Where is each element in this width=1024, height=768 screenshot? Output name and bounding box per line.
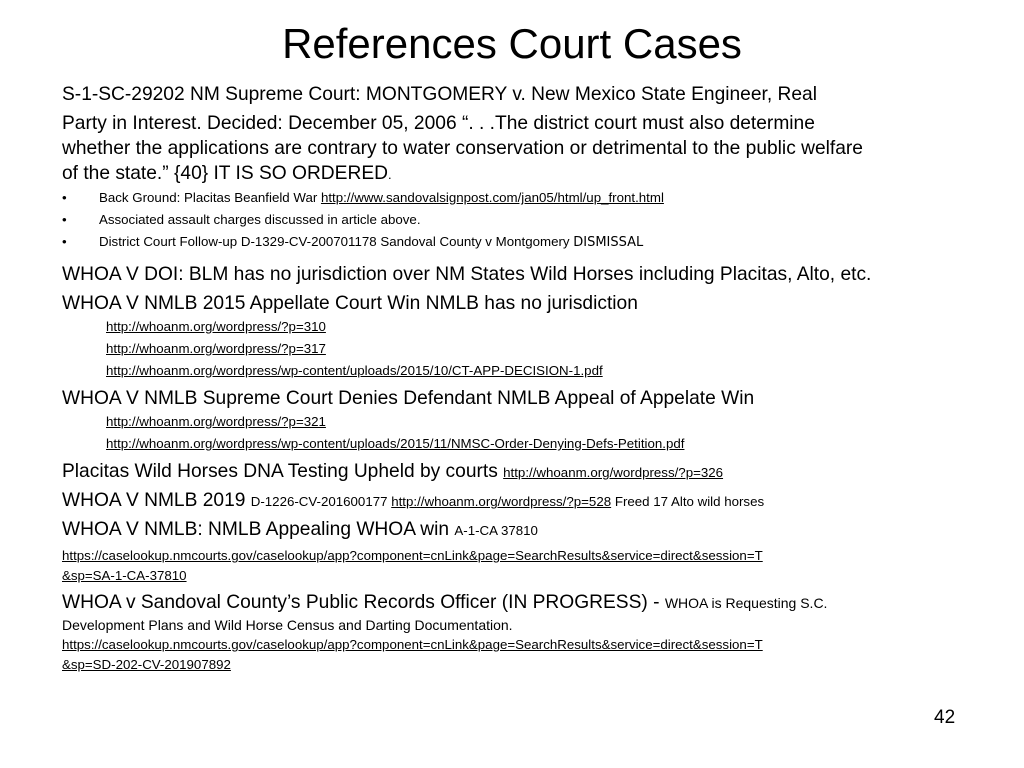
dismissal-text: DISMISSAL xyxy=(573,235,644,250)
bullet-background-text: Back Ground: Placitas Beanfield War xyxy=(99,190,321,205)
dna-line xyxy=(62,459,972,484)
nmlb-2015-link-1[interactable]: http://whoanm.org/wordpress/?p=310 xyxy=(106,319,326,334)
bullet-district-court-text: District Court Follow-up D-1329-CV-200701178 Sandoval County v Montgomery xyxy=(99,234,574,249)
nmlb-supreme-link-2-row xyxy=(62,433,972,455)
nmlb-2015-link-1-row xyxy=(62,316,972,338)
dna-link[interactable]: http://whoanm.org/wordpress/?p=326 xyxy=(503,465,724,480)
nmlb-2015-section xyxy=(62,291,972,382)
page-number: 42 xyxy=(934,707,956,728)
nmlb-2015-link-3-row xyxy=(62,360,972,382)
slide-content xyxy=(62,82,972,675)
nmlb-appeal-heading: WHOA V NMLB: NMLB Appealing WHOA win xyxy=(62,519,455,540)
beanfield-war-link[interactable]: http://www.sandovalsignpost.com/jan05/html/up_front.html xyxy=(320,190,664,205)
nmlb-supreme-link-2[interactable]: http://whoanm.org/wordpress/wp-content/uploads/2015/11/NMSC-Order-Denying-Defs-Petition.pdf xyxy=(106,436,685,451)
dna-text: Placitas Wild Horses DNA Testing Upheld by courts xyxy=(62,461,504,482)
whoa-doi-line: WHOA V DOI: BLM has no jurisdiction over NM States Wild Horses including Placitas, Alto, etc. xyxy=(62,264,872,285)
nmlb-2019-line xyxy=(62,488,972,513)
nmlb-2019-heading: WHOA V NMLB 2019 xyxy=(62,490,251,511)
nmlb-2015-heading: WHOA V NMLB 2015 Appellate Court Win NMLB has no jurisdiction xyxy=(62,293,638,314)
sandoval-section xyxy=(62,590,972,675)
ordered-period: . xyxy=(387,167,392,182)
slide-title: References Court Cases xyxy=(282,20,742,67)
montgomery-line-2: Party in Interest. Decided: December 05, 2006 “. . .The district court must also determine xyxy=(62,113,815,134)
nmlb-supreme-link-1-row xyxy=(62,411,972,433)
nmlb-2015-link-2[interactable]: http://whoanm.org/wordpress/?p=317 xyxy=(106,341,326,356)
nmlb-appeal-link-line-2[interactable]: &sp=SA-1-CA-37810 xyxy=(62,568,187,583)
nmlb-2015-link-2-row xyxy=(62,338,972,360)
nmlb-appeal-line xyxy=(62,517,972,542)
nmlb-2019-link[interactable]: http://whoanm.org/wordpress/?p=528 xyxy=(391,494,612,509)
sandoval-line-2: Development Plans and Wild Horse Census and Darting Documentation. xyxy=(62,617,513,633)
nmlb-appeal-case: A-1-CA 37810 xyxy=(454,523,538,538)
sandoval-line-1 xyxy=(62,590,972,615)
sandoval-link-line-1[interactable]: https://caselookup.nmcourts.gov/caselookup/app?component=cnLink&page=SearchResults&service=direct&session=T xyxy=(62,637,763,652)
nmlb-supreme-section xyxy=(62,386,972,455)
sandoval-heading: WHOA v Sandoval County’s Public Records Officer (IN PROGRESS) - xyxy=(62,592,665,613)
sandoval-request: WHOA is Requesting S.C. xyxy=(664,595,828,611)
montgomery-line-3: whether the applications are contrary to water conservation or detrimental to the public welfare xyxy=(62,138,863,159)
nmlb-supreme-heading: WHOA V NMLB Supreme Court Denies Defendant NMLB Appeal of Appelate Win xyxy=(62,388,755,409)
ordered-text: of the state.” {40} IT IS SO ORDERED xyxy=(62,163,388,184)
montgomery-line-4 xyxy=(62,161,972,187)
sandoval-link-line-2[interactable]: &sp=SD-202-CV-201907892 xyxy=(62,657,231,672)
nmlb-2019-case: D-1226-CV-201600177 xyxy=(250,494,392,509)
nmlb-2015-link-3[interactable]: http://whoanm.org/wordpress/wp-content/uploads/2015/10/CT-APP-DECISION-1.pdf xyxy=(106,363,603,378)
bullet-district-court xyxy=(62,231,972,254)
montgomery-case xyxy=(62,82,972,254)
nmlb-supreme-link-1[interactable]: http://whoanm.org/wordpress/?p=321 xyxy=(106,414,326,429)
nmlb-appeal-link-line-1[interactable]: https://caselookup.nmcourts.gov/caselookup/app?component=cnLink&page=SearchResults&service=direct&session=T xyxy=(62,548,763,563)
nmlb-appeal-section xyxy=(62,517,972,586)
bullet-background xyxy=(62,187,972,209)
bullet-assault: • Associated assault charges discussed in article above. xyxy=(62,209,972,231)
nmlb-2019-tail: Freed 17 Alto wild horses xyxy=(611,494,765,509)
montgomery-line-1: S-1-SC-29202 NM Supreme Court: MONTGOMERY v. New Mexico State Engineer, Real xyxy=(62,84,817,105)
